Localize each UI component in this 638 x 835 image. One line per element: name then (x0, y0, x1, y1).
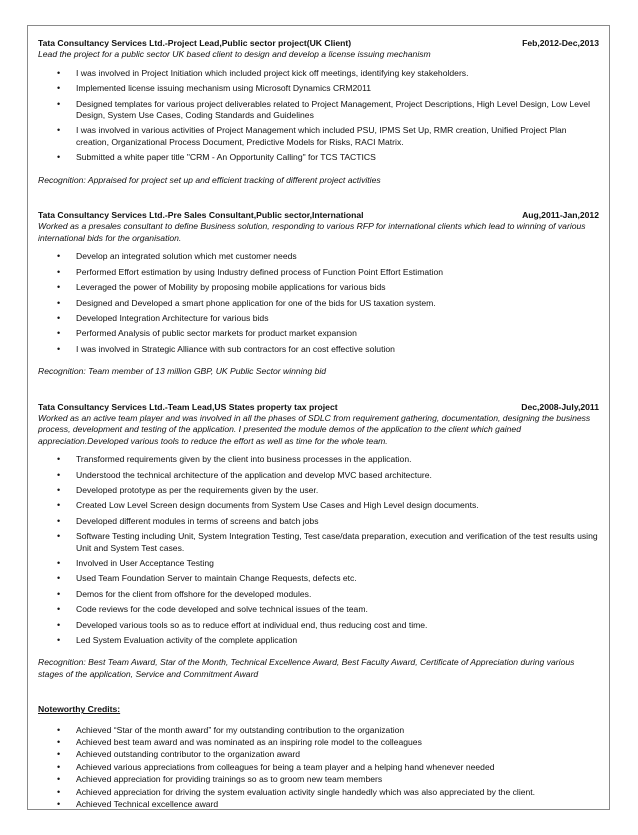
list-item: • Developed prototype as per the requirements given by the user. (38, 485, 601, 496)
list-item: • Achieved various appreciations from colleagues for being a team player and a helping hand whenever needed (38, 762, 601, 773)
list-item: • Led System Evaluation activity of the complete application (38, 635, 601, 646)
list-item: • I was involved in Strategic Alliance with sub contractors for an cost effective solution (38, 344, 601, 355)
recognition-text: Recognition: Appraised for project set up and efficient tracking of different project activities (38, 174, 381, 185)
list-item: • Submitted a white paper title "CRM - An Opportunity Calling" for TCS TACTICS (38, 152, 601, 163)
credits-list (38, 725, 601, 811)
experience-section-2 (38, 210, 601, 377)
list-item: • Understood the technical architecture of the application and develop MVC based architecture. (38, 470, 601, 481)
job-title: Tata Consultancy Services Ltd.-Project Lead,Public sector project(UK Client) (38, 38, 352, 48)
list-item: • I was involved in Project Initiation which included project kick off meetings, identifying key stakeholders. (38, 68, 601, 79)
list-item: • Designed templates for various project deliverables related to Project Management, Project Descriptions, High Level Design, Low Level Design, System Use Cases, Coding Standards and Guidelines (38, 99, 601, 122)
list-item: • Achieved outstanding contributor to the organization award (38, 749, 601, 760)
list-item: • Software Testing including Unit, System Integration Testing, Test case/data preparation, execution and verification of the test results using Unit and System Test cases. (38, 531, 601, 554)
list-item: • Develop an integrated solution which met customer needs (38, 251, 601, 262)
experience-heading (38, 402, 601, 413)
job-title: Tata Consultancy Services Ltd.-Team Lead,US States property tax project (38, 401, 338, 412)
list-item: • Implemented license issuing mechanism using Microsoft Dynamics CRM2011 (38, 83, 601, 94)
list-item: • Achieved appreciation for driving the system evaluation activity single handedly which was also appreciated by the client. (38, 787, 601, 798)
list-item: • Developed various tools so as to reduce effort at individual end, thus reducing cost and time. (38, 620, 601, 631)
experience-section-1 (38, 38, 601, 186)
responsibility-list (38, 251, 601, 355)
job-dates: Feb,2012-Dec,2013 (522, 38, 599, 48)
resume-page (27, 25, 610, 810)
job-title: Tata Consultancy Services Ltd.-Pre Sales Consultant,Public sector,International (38, 210, 364, 221)
experience-heading (38, 210, 601, 221)
recognition-text: Recognition: Best Team Award, Star of the Month, Technical Excellence Award, Best Faculty Award, Certificate of Appreciation during various stages of the application, Service and Commitment Award (38, 657, 575, 679)
responsibility-list (38, 454, 601, 646)
list-item: • Achieved appreciation for providing trainings so as to groom new team members (38, 774, 601, 785)
responsibility-list (38, 68, 601, 164)
list-item: • Achieved best team award and was nominated as an inspiring role model to the colleagues (38, 737, 601, 748)
credits-title: Noteworthy Credits: (38, 704, 121, 715)
recognition-text: Recognition: Team member of 13 million GBP, UK Public Sector winning bid (38, 366, 327, 377)
list-item: • Developed different modules in terms of screens and batch jobs (38, 516, 601, 527)
list-item: • Performed Effort estimation by using Industry defined process of Function Point Effort Estimation (38, 267, 601, 278)
list-item: • Achieved “Star of the month award” for my outstanding contribution to the organization (38, 725, 601, 736)
list-item: • Designed and Developed a smart phone application for one of the bids for US taxation system. (38, 298, 601, 309)
job-description: Worked as an active team player and was involved in all the phases of SDLC from requirement gathering, documentation, designing the business process, development and testing of the application. I presented the module demos of the application to the client which gained appreciation.Developed various tools to reduce the effort as well as time for the whole team. (38, 412, 591, 446)
list-item: • Used Team Foundation Server to maintain Change Requests, defects etc. (38, 573, 601, 584)
list-item: • Transformed requirements given by the client into business processes in the application. (38, 454, 601, 465)
list-item: • Leveraged the power of Mobility by proposing mobile applications for various bids (38, 282, 601, 293)
job-dates: Aug,2011-Jan,2012 (522, 210, 599, 221)
list-item: • Demos for the client from offshore for the developed modules. (38, 589, 601, 600)
list-item: • Involved in User Acceptance Testing (38, 558, 601, 569)
job-description: Lead the project for a public sector UK based client to design and develop a license issuing mechanism (38, 49, 431, 60)
list-item: • Developed Integration Architecture for various bids (38, 313, 601, 324)
credits-section (38, 704, 601, 810)
resume-content (38, 38, 601, 835)
list-item: • Performed Analysis of public sector markets for product market expansion (38, 328, 601, 339)
experience-section-3 (38, 402, 601, 681)
experience-heading (38, 38, 601, 49)
list-item: • Achieved Technical excellence award (38, 799, 601, 810)
job-description: Worked as a presales consultant to define Business solution, responding to various RFP for international clients which lead to winning of various international bids for the organisation. (38, 221, 586, 243)
list-item: • I was involved in various activities of Project Management which included PSU, IPMS Set Up, RMR creation, Unified Project Plan creation, Organizational Process Document, Predictive Models for Risks, RACI Matrix. (38, 125, 601, 148)
list-item: • Created Low Level Screen design documents from System Use Cases and High Level design documents. (38, 500, 601, 511)
job-dates: Dec,2008-July,2011 (521, 401, 599, 412)
list-item: • Code reviews for the code developed and solve technical issues of the team. (38, 604, 601, 615)
